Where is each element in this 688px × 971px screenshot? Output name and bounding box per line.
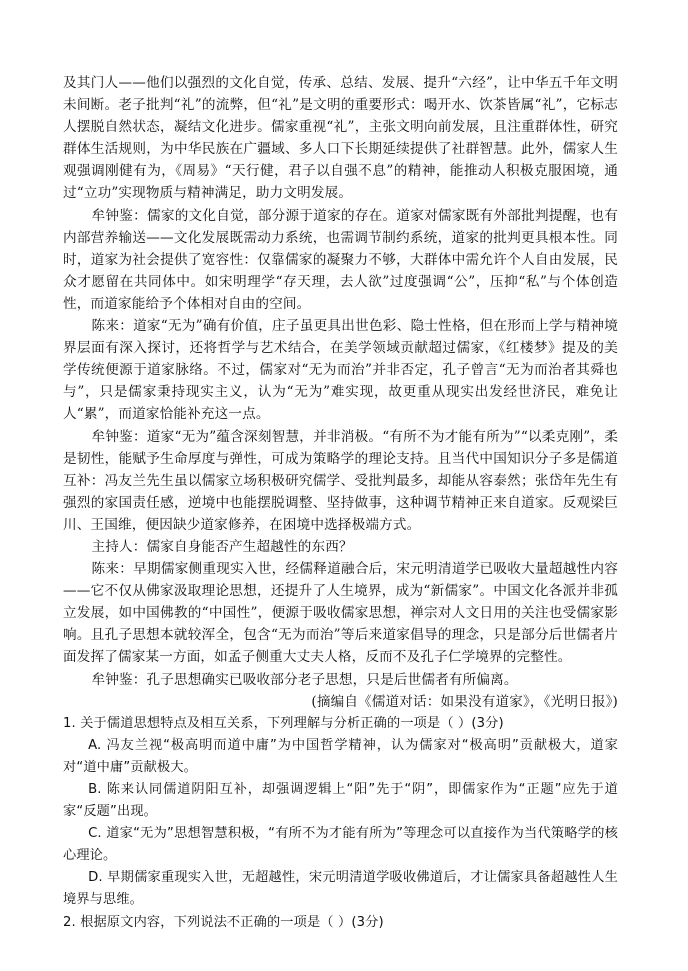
question-2 <box>63 912 618 934</box>
article-paragraph: 主持人：儒家自身能否产生超越性的东西？ <box>91 538 353 555</box>
question-option-b: B. 陈来认同儒道阴阳互补，却强调逻辑上“阳”先于“阴”，即儒家作为“正题”应先于道家“反题”出现。 <box>63 782 618 820</box>
question-section <box>63 713 618 934</box>
question-stem: 1. 关于儒道思想特点及相互关系，下列理解与分析正确的一项是（ ）(3分) <box>63 715 504 731</box>
article-body <box>63 72 618 713</box>
question-option-c: C. 道家“无为”思想智慧积极，“有所不为才能有所为”等理念可以直接作为当代策略学的核心理论。 <box>63 826 618 864</box>
article-paragraph: 陈来：早期儒家侧重现实入世，经儒释道融合后，宋元明清道学已吸收大量超越性内容——它不仅从佛家汲取理论思想，还提升了人生境界，成为“新儒家”。中国文化各派并非孤立发展，如中国佛教的“中国性”，便源于吸收儒家思想，禅宗对人文日用的关注也受儒家影响。且孔子思想本就较浑全，包含“无为而治”等后来道家倡导的理念，只是部分后世儒者片面发挥了儒家某一方面，如孟子侧重大丈夫人格，反而不及孔子仁学境界的完整性。 <box>63 561 618 666</box>
article-paragraph: 牟钟鉴：儒家的文化自觉，部分源于道家的存在。道家对儒家既有外部批判提醒，也有内部营养输送——文化发展既需动力系统，也需调节制约系统，道家的批判更具根本性。同时，道家为社会提供了宽容性：仅靠儒家的凝聚力不够，大群体中需允许个人自由发展，民众才愿留在共同体中。如宋明理学“存天理，去人欲”过度强调“公”，压抑“私”与个体创造性，而道家能给予个体相对自由的空间。 <box>63 207 618 312</box>
article-paragraph: 牟钟鉴：孔子思想确实已吸收部分老子思想，只是后世儒者有所偏离。 <box>91 671 518 688</box>
question-option-d: D. 早期儒家重现实入世，无超越性，宋元明清道学吸收佛道后，才让儒家具备超越性人生境界与思维。 <box>63 870 618 908</box>
article-paragraph: 陈来：道家“无为”确有价值，庄子虽更具出世色彩、隐士性格，但在形而上学与精神境界层面有深入探讨，还将哲学与艺术结合，在美学领域贡献超过儒家，《红楼梦》提及的美学传统便源于道家脉络。不过，儒家对“无为而治”并非否定，孔子曾言“无为而治者其舜也与”，只是儒家秉持现实主义，认为“无为”难实现，故更重从现实出发经世济民，难免让人“累”，而道家恰能补充这一点。 <box>63 318 618 423</box>
question-stem: 2. 根据原文内容，下列说法不正确的一项是（ ）(3分) <box>63 914 384 930</box>
question-1 <box>63 713 618 912</box>
article-source: (摘编自《儒道对话：如果没有道家》，《光明日报》) <box>311 693 618 710</box>
article-paragraph: 牟钟鉴：道家“无为”蕴含深刻智慧，并非消极。“有所不为才能有所为”“以柔克刚”，柔是韧性，能赋予生命厚度与弹性，可成为策略学的理论支持。且当代中国知识分子多是儒道互补：冯友兰先生虽以儒家立场积极研究儒学、受批判最多，却能从容泰然；张岱年先生有强烈的家国责任感，逆境中也能摆脱调整、坚持做事，这种调节精神正来自道家。反观梁巨川、王国维，便因缺少道家修养，在困境中选择极端方式。 <box>63 428 618 533</box>
article-paragraph: 及其门人——他们以强烈的文化自觉，传承、总结、发展、提升“六经”，让中华五千年文明未间断。老子批判“礼”的流弊，但“礼”是文明的重要形式：喝开水、饮茶皆属“礼”，它标志人摆脱自然状态，凝结文化进步。儒家重视“礼”，主张文明向前发展，且注重群体性，研究群体生活规则，为中华民族在广疆域、多人口下长期延续提供了社群智慧。此外，儒家人生观强调刚健有为，《周易》“天行健，君子以自强不息”的精神，能推动人积极克服困境，通过“立功”实现物质与精神满足，助力文明发展。 <box>63 75 618 202</box>
question-option-a: A. 冯友兰视“极高明而道中庸”为中国哲学精神，认为儒家对“极高明”贡献极大，道家对“道中庸”贡献极大。 <box>63 737 618 775</box>
